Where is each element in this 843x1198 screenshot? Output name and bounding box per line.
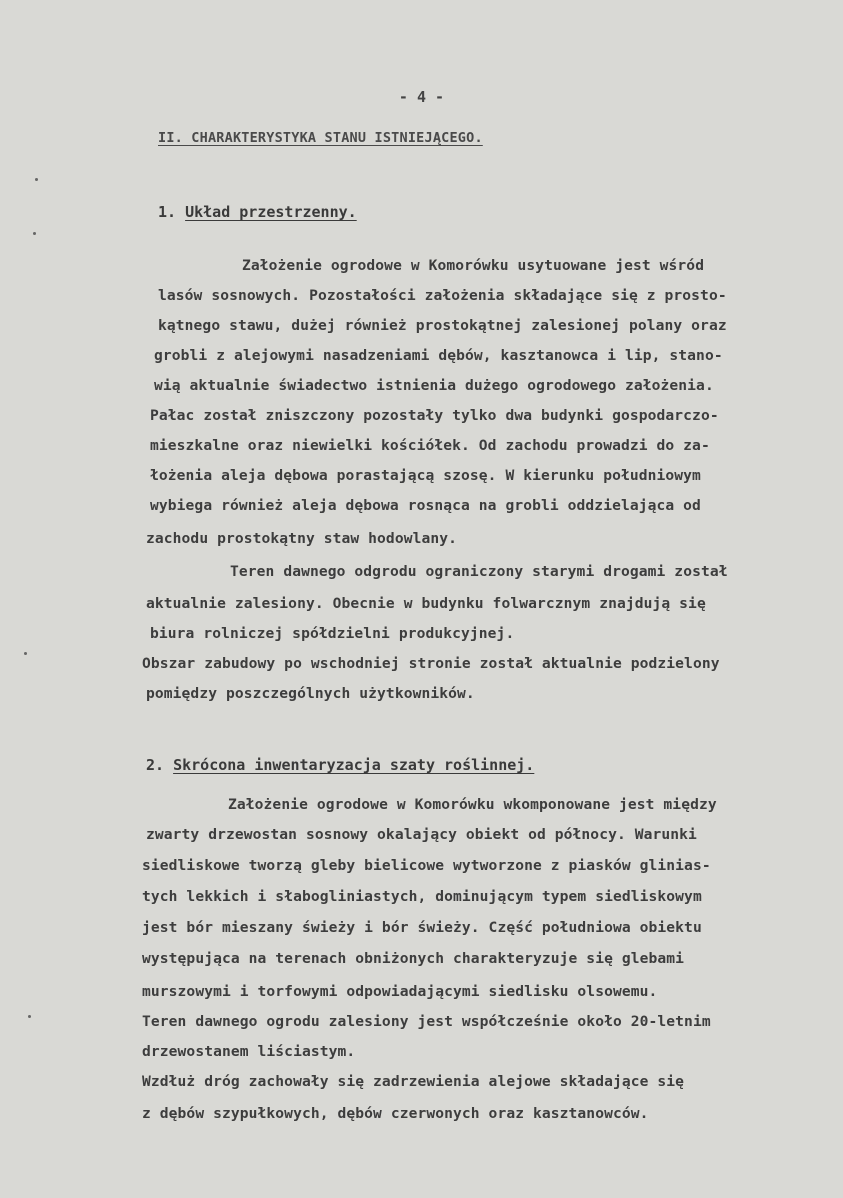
subsection-1-heading	[158, 203, 357, 221]
paragraph-1-line: lasów sosnowych. Pozostałości założenia składające się z prosto-	[158, 287, 727, 304]
paragraph-1-line: Założenie ogrodowe w Komorówku usytuowane jest wśród	[242, 257, 705, 274]
scan-mark	[28, 1015, 31, 1018]
paragraph-4-line: tych lekkich i słabogliniastych, dominującym typem siedliskowym	[142, 888, 702, 905]
subsection-2-number: 2.	[146, 756, 165, 774]
paragraph-5-line: z dębów szypułkowych, dębów czerwonych oraz kasztanowców.	[142, 1105, 649, 1122]
paragraph-2-line: Teren dawnego odgrodu ograniczony starymi drogami został	[230, 563, 728, 580]
subsection-2-heading	[146, 756, 534, 774]
paragraph-3-line: Obszar zabudowy po wschodniej stronie został aktualnie podzielony	[142, 655, 720, 672]
paragraph-4-line: Teren dawnego ogrodu zalesiony jest współcześnie około 20-letnim	[142, 1013, 711, 1030]
paragraph-1-line: wią aktualnie świadectwo istnienia dużego ogrodowego założenia.	[154, 377, 714, 394]
paragraph-1-line: zachodu prostokątny staw hodowlany.	[146, 530, 458, 547]
paragraph-1-line: łożenia aleja dębowa porastającą szosę. W kierunku południowym	[150, 467, 701, 484]
paragraph-1-line: grobli z alejowymi nasadzeniami dębów, kasztanowca i lip, stano-	[154, 347, 723, 364]
subsection-2-title: Skrócona inwentaryzacja szaty roślinnej.	[173, 756, 535, 774]
page-number: - 4 -	[398, 88, 445, 106]
paragraph-4-line: jest bór mieszany świeży i bór świeży. Część południowa obiektu	[142, 919, 702, 936]
paragraph-4-line: murszowymi i torfowymi odpowiadającymi siedlisku olsowemu.	[142, 983, 658, 1000]
paragraph-4-line: występująca na terenach obniżonych charakteryzuje się glebami	[142, 950, 685, 967]
paragraph-1-line: wybiega również aleja dębowa rosnąca na grobli oddzielająca od	[150, 497, 701, 514]
paragraph-4-line: drzewostanem liściastym.	[142, 1043, 356, 1060]
paragraph-1-line: mieszkalne oraz niewielki kościółek. Od zachodu prowadzi do za-	[150, 437, 710, 454]
scan-mark	[33, 232, 36, 235]
paragraph-4-line: Założenie ogrodowe w Komorówku wkomponowane jest między	[228, 796, 717, 813]
scan-mark	[35, 178, 38, 181]
paragraph-1-line: Pałac został zniszczony pozostały tylko dwa budynki gospodarczo-	[150, 407, 719, 424]
paragraph-5-line: Wzdłuż dróg zachowały się zadrzewienia alejowe składające się	[142, 1073, 685, 1090]
subsection-1-number: 1.	[158, 203, 177, 221]
paragraph-4-line: siedliskowe tworzą gleby bielicowe wytworzone z piasków glinias-	[142, 857, 711, 874]
section-title: II. CHARAKTERYSTYKA STANU ISTNIEJĄCEGO.	[158, 130, 483, 146]
scan-mark	[24, 652, 27, 655]
paragraph-1-line: kątnego stawu, dużej również prostokątnej zalesionej polany oraz	[158, 317, 727, 334]
paragraph-2-line: aktualnie zalesiony. Obecnie w budynku folwarcznym znajdują się	[146, 595, 706, 612]
subsection-1-title: Układ przestrzenny.	[185, 203, 357, 221]
paragraph-2-line: biura rolniczej spółdzielni produkcyjnej.	[150, 625, 515, 642]
paragraph-3-line: pomiędzy poszczególnych użytkowników.	[146, 685, 475, 702]
paragraph-4-line: zwarty drzewostan sosnowy okalający obiekt od północy. Warunki	[146, 826, 697, 843]
